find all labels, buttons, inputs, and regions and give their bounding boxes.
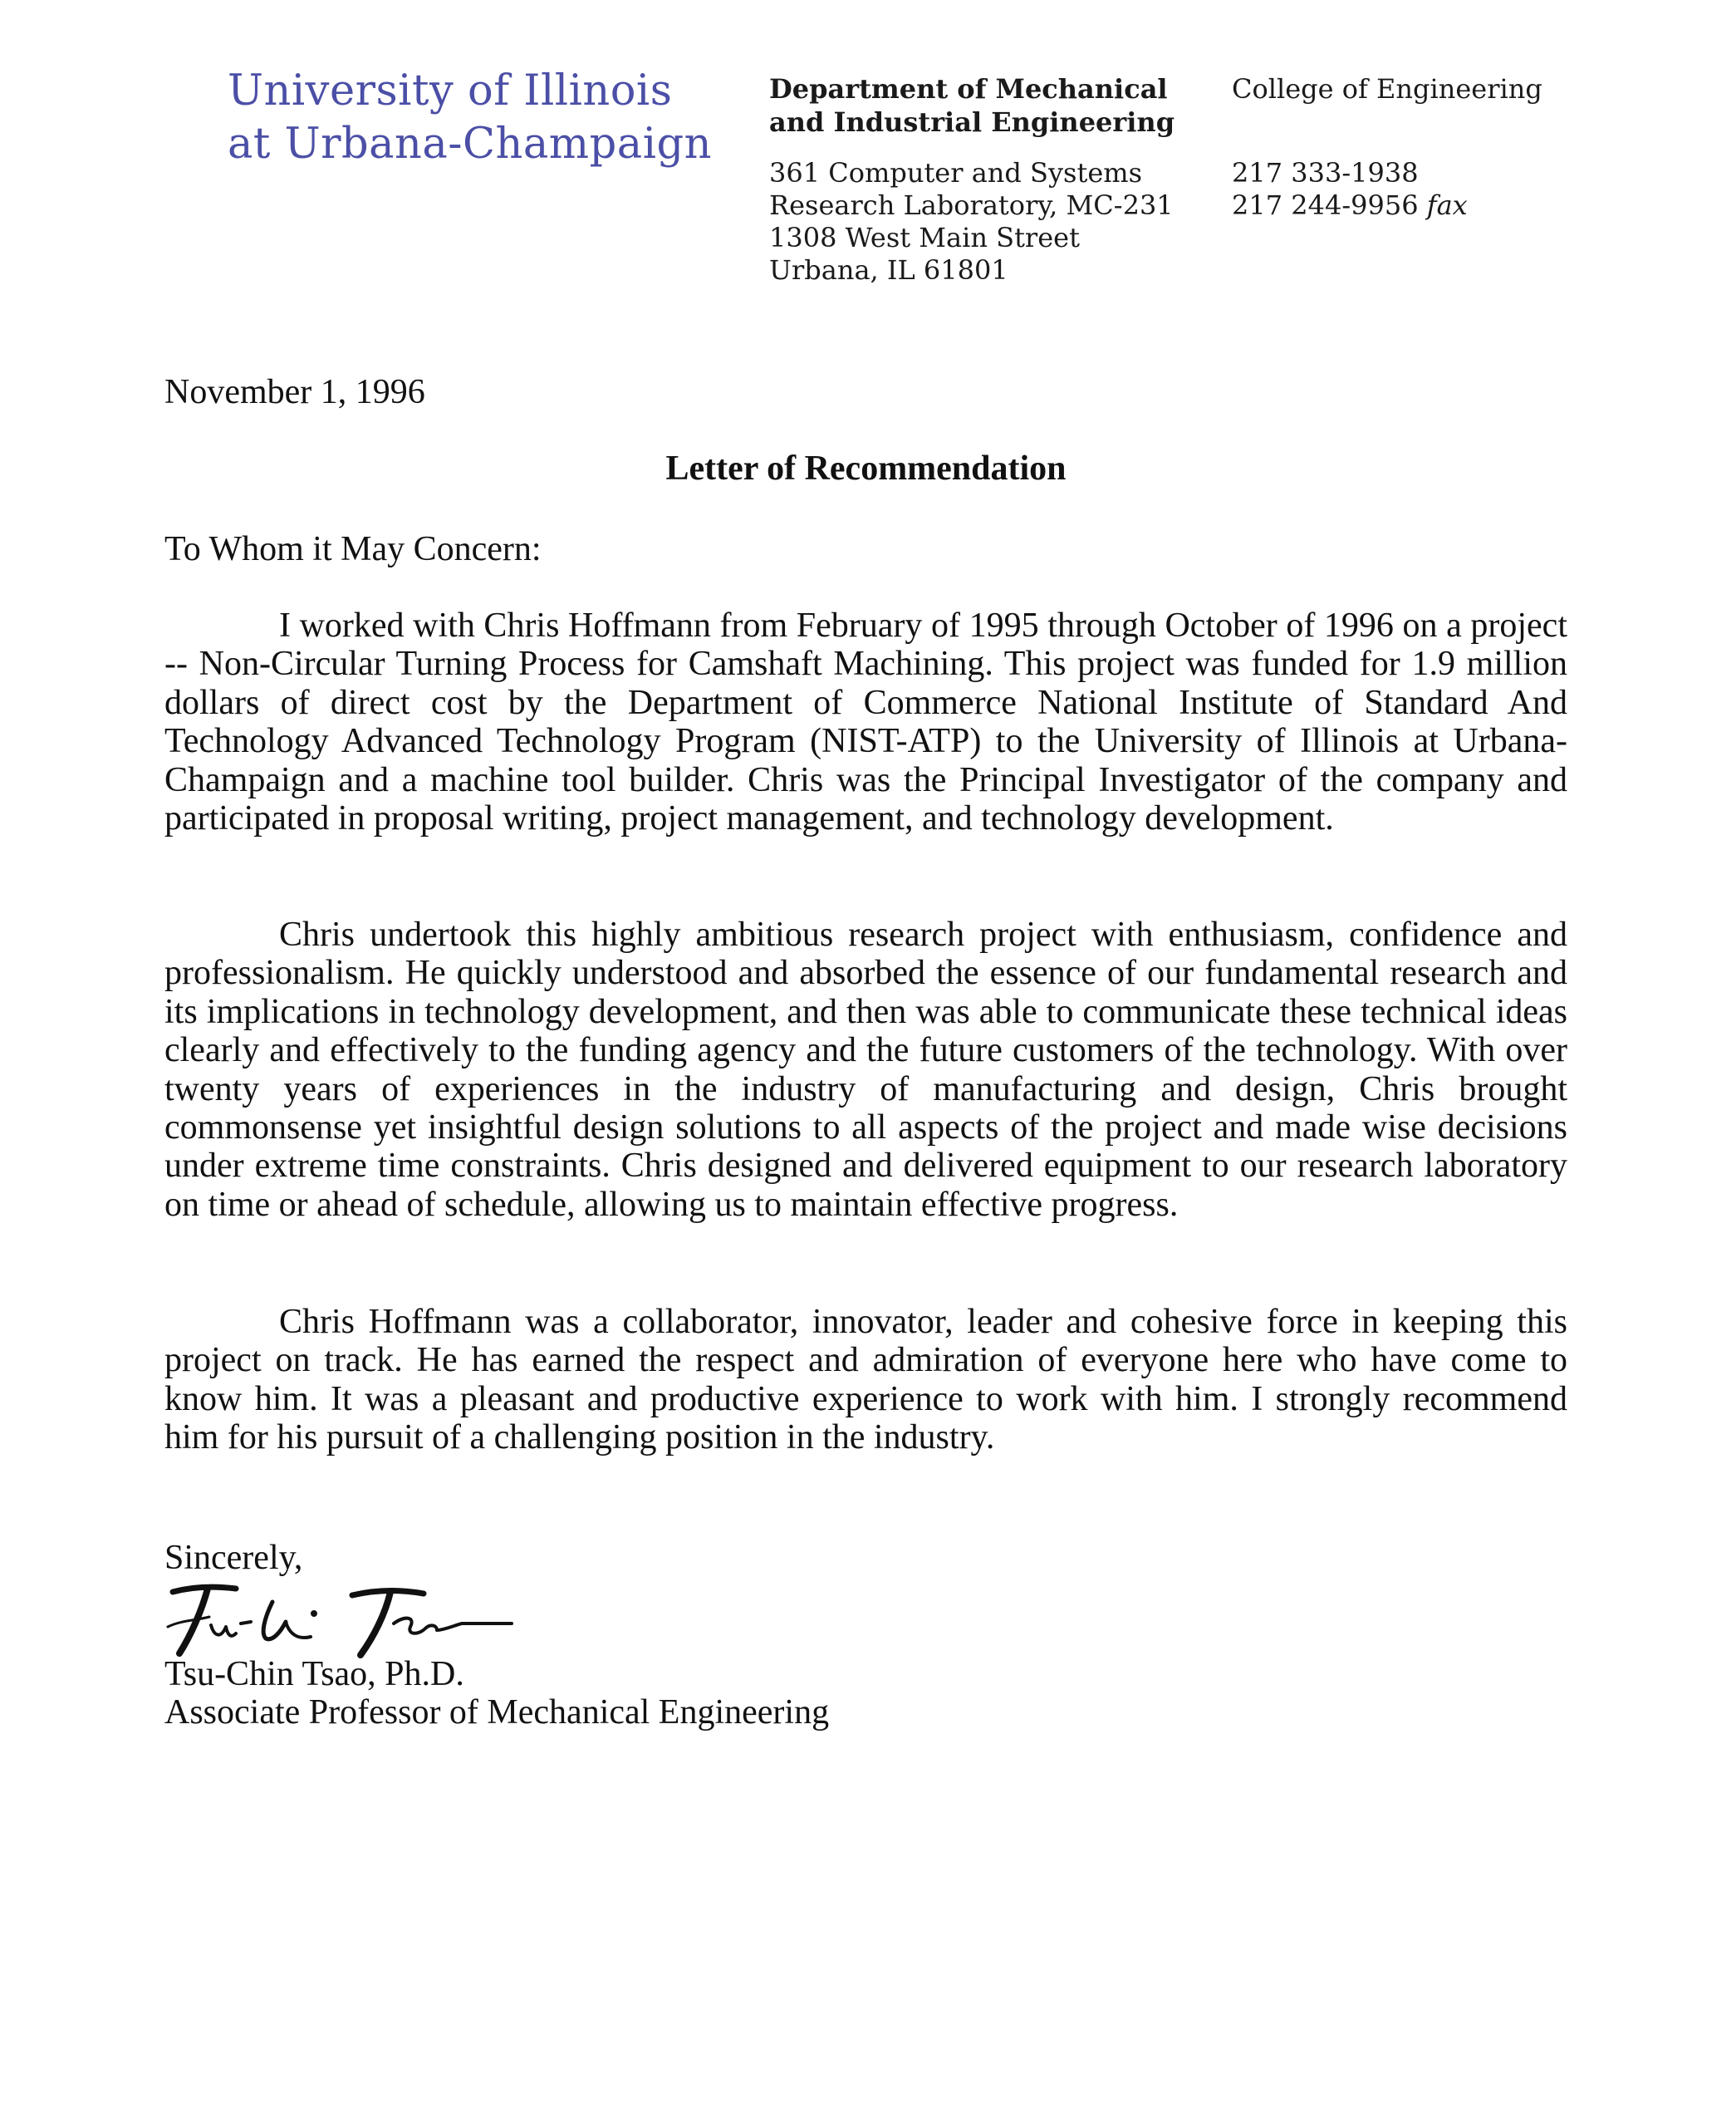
department-name-line1: Department of Mechanical <box>769 73 1168 105</box>
university-name-line2: at Urbana-Champaign <box>228 120 713 169</box>
college-name: College of Engineering <box>1232 73 1542 105</box>
signer-name: Tsu-Chin Tsao, Ph.D. <box>164 1655 464 1693</box>
department-name-line2: and Industrial Engineering <box>769 106 1175 138</box>
department-name <box>769 72 1175 139</box>
fax-line <box>1232 189 1581 222</box>
letter-title: Letter of Recommendation <box>665 449 1067 488</box>
fax-number: 217 244-9956 <box>1232 189 1419 221</box>
closing: Sincerely, <box>164 1539 303 1577</box>
body-paragraph-3: Chris Hoffmann was a collaborator, innovator, leader and cohesive force in keeping this project on track. He has earned the respect and admiration of everyone here who have come to know him. It was a pleasant and productive experience to work with him. I strongly recommend him for his pursuit of a challenging position in the industry. <box>164 1303 1567 1457</box>
phone-number: 217 333-1938 <box>1232 157 1419 189</box>
body-paragraph-2: Chris undertook this highly ambitious research project with enthusiasm, confidence and professionalism. He quickly understood and absorbed the essence of our fundamental research and its implications in technology development, and then was able to communicate these technical ideas clearly and effectively to the funding agency and the future customers of the technology. With over twenty years of experiences in the industry of manufacturing and design, Chris brought commonsense yet insightful design solutions to all aspects of the project and made wise decisions under extreme time constraints. Chris designed and delivered equipment to our research laboratory on time or ahead of schedule, allowing us to maintain effective progress. <box>164 916 1567 1224</box>
university-name-line1: University of Illinois <box>228 66 673 115</box>
salutation: To Whom it May Concern: <box>164 530 542 568</box>
address-line4: Urbana, IL 61801 <box>769 254 1008 286</box>
handwritten-signature <box>156 1577 530 1660</box>
signer-title: Associate Professor of Mechanical Engineering <box>164 1693 830 1732</box>
fax-label: fax <box>1426 189 1468 221</box>
address-line2: Research Laboratory, MC-231 <box>769 189 1174 221</box>
address-line1: 361 Computer and Systems <box>769 157 1143 189</box>
department-address <box>769 157 1174 287</box>
university-name <box>228 65 743 171</box>
letter-date: November 1, 1996 <box>164 373 425 411</box>
contact-numbers <box>1232 157 1581 222</box>
body-paragraph-1: I worked with Chris Hoffmann from February of 1995 through October of 1996 on a project -- Non-Circular Turning Process for Camshaft Machining. This project was funded for 1.9 million dollars of direct cost by the Department of Commerce National Institute of Standard And Technology Advanced Technology Program (NIST-ATP) to the University of Illinois at Urbana-Champaign and a machine tool builder. Chris was the Principal Investigator of the company and participated in proposal writing, project management, and technology development. <box>164 607 1567 838</box>
address-line3: 1308 West Main Street <box>769 222 1080 253</box>
